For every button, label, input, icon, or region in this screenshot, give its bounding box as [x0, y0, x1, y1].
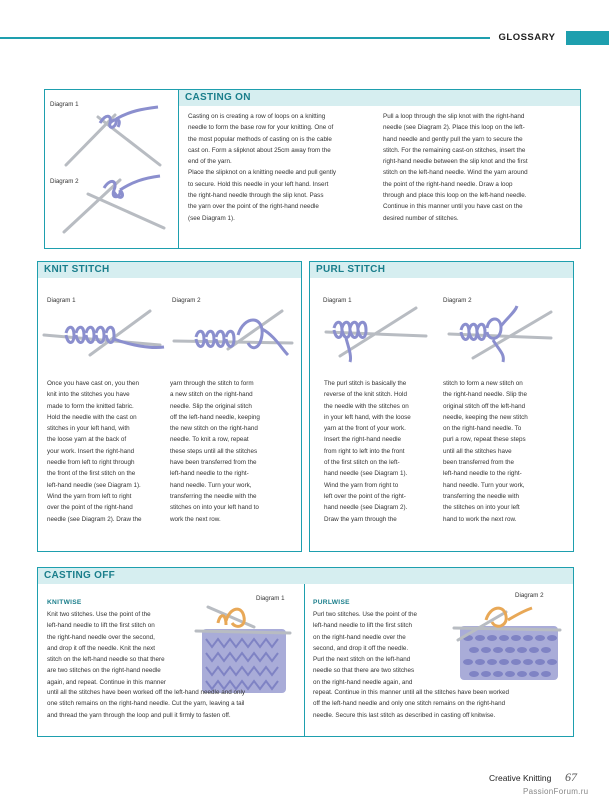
casting-on-title: CASTING ON	[179, 90, 580, 106]
knit-diagram1	[40, 305, 168, 363]
knitwise-diagram-label: Diagram 1	[256, 595, 285, 602]
knitwise-text-top: Knit two stitches. Use the point of the left-hand needle to lift the first stitch on the right-hand needle over the second, and drop it off the needle. Knit the next stitch on the left-hand needle so that there are two stitches on the right-hand needle again, and repeat. Continue in this manner	[47, 611, 167, 686]
header-rule	[0, 37, 490, 39]
casting-off-divider	[304, 584, 305, 736]
knit-diagram1-label: Diagram 1	[47, 297, 76, 304]
purlwise-text-bottom: repeat. Continue in this manner until all the stitches have been worked off the left-hand needle and only one stitch remains on the right-hand needle. Secure this last stitch as described in casting off knitwise.	[313, 689, 510, 719]
knit-stitch-title: KNIT STITCH	[38, 262, 301, 278]
footer-publication-title: Creative Knitting	[489, 773, 552, 783]
knit-text-col2: yarn through the stitch to form a new stitch on the right-hand needle. Slip the original stitch off the left-hand needle, keeping the new stitch on the right-hand needle. To knit a row, repeat these steps until all the stitches have been transferred from the left-hand needle to the right- hand needle. Turn your work, transferring the needle with the stitches on into your left hand to work the next row.	[170, 380, 260, 523]
casting-on-diagram1	[60, 105, 170, 175]
header-accent-block	[566, 31, 609, 45]
page-number: 67	[565, 770, 577, 784]
casting-on-diagram2	[60, 172, 170, 242]
knit-diagram2	[168, 305, 298, 363]
watermark: PassionForum.ru	[523, 787, 589, 796]
casting-on-text-col1: Casting on is creating a row of loops on a knitting needle to form the base row for your knitting. One of the most popular methods of casting on is the cable cast on. Form a slipknot about 25cm away from the end of the yarn. Place the slipknot on a knitting needle and pull gently to secure. Hold this needle in your left hand. Insert the right-hand needle through the slip knot. Pass the yarn over the point of the right-hand needle (see Diagram 1).	[188, 113, 337, 222]
glossary-header	[0, 31, 609, 45]
purlwise-diagram-label: Diagram 2	[515, 592, 544, 599]
knitwise-text-bottom: until all the stitches have been worked off the left-hand needle and only one stitch remains on the right-hand needle. Cut the yarn, leaving a tail and thread the yarn through the loop and pull it firmly to fasten off.	[47, 689, 246, 719]
casting-on-diagram1-label: Diagram 1	[50, 101, 79, 108]
purl-diagram2	[443, 302, 558, 364]
purlwise-diagram	[452, 600, 562, 686]
casting-off-title: CASTING OFF	[38, 568, 573, 584]
purl-stitch-title: PURL STITCH	[310, 262, 573, 278]
purlwise-heading: PURLWISE	[313, 599, 350, 606]
knitwise-heading: KNITWISE	[47, 599, 82, 606]
purlwise-text-top: Purl two stitches. Use the point of the left-hand needle to lift the first stitch on the right-hand needle over the second, and drop it off the needle. Purl the next stitch on the left-hand needle so that there are two stitches on the right-hand needle again, and	[313, 611, 417, 686]
knit-text-col1: Once you have cast on, you then knit into the stitches you have made to form the knitted fabric. Hold the needle with the cast on stitches in your left hand, with the loose yarn at the back of your work. Insert the right-hand needle from left to right through the front of the first stitch on the left-hand needle (see Diagram 1). Wind the yarn from left to right over the point of the right-hand needle (see Diagram 2). Draw the	[47, 380, 142, 523]
purl-text-col2: stitch to form a new stitch on the right-hand needle. Slip the original stitch off the left-hand needle, keeping the new stitch on the right-hand needle. To purl a row, repeat these steps until all the stitches have been transferred from the left-hand needle to the right- hand needle. Turn your work, transferring the needle with the stitches on into your left hand to work the next row.	[443, 380, 528, 523]
casting-on-text-col2: Pull a loop through the slip knot with the right-hand needle (see Diagram 2). Place this loop on the left- hand needle and gently pull the yarn to secure the stitch. For the remaining cast-on stitches, insert the right-hand needle between the slip knot and the first stitch on the left-hand needle. Wind the yarn around the point of the right-hand needle. Draw a loop through and place this loop on the left-hand needle. Continue in this manner until you have cast on the desired number of stitches.	[383, 113, 528, 222]
purl-diagram1	[320, 302, 432, 364]
knit-diagram2-label: Diagram 2	[172, 297, 201, 304]
casting-on-diagram2-label: Diagram 2	[50, 178, 79, 185]
purl-diagram2-label: Diagram 2	[443, 297, 472, 304]
glossary-label: GLOSSARY	[498, 32, 556, 43]
purl-diagram1-label: Diagram 1	[323, 297, 352, 304]
casting-on-divider	[178, 90, 179, 248]
purl-text-col1: The purl stitch is basically the reverse of the knit stitch. Hold the needle with the stitches on in your left hand, with the loose yarn at the front of your work. Insert the right-hand needle from right to left into the front of the first stitch on the left- hand needle (see Diagram 1). Wind the yarn from right to left over the point of the right- hand needle (see Diagram 2). Draw the yarn through the	[324, 380, 411, 523]
